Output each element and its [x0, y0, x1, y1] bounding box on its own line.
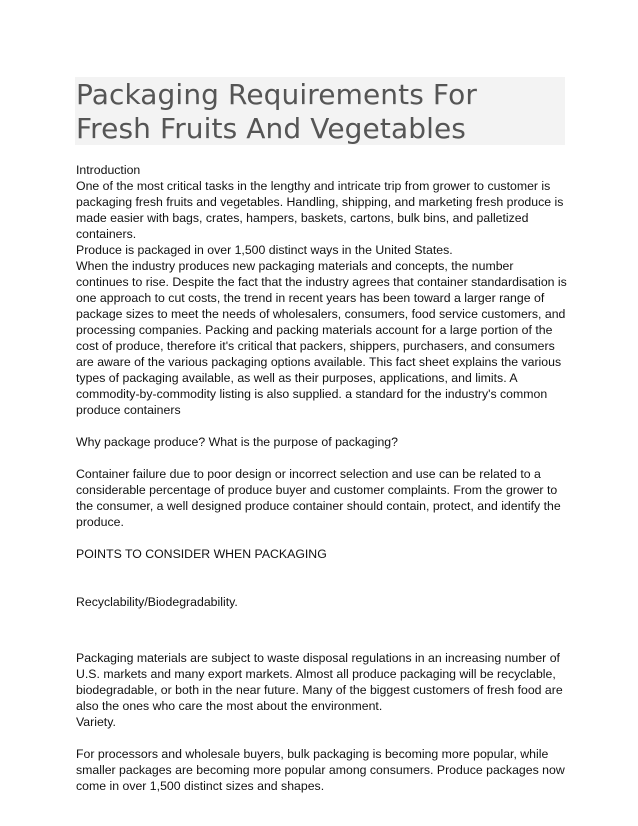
- spacer: [76, 418, 568, 434]
- spacer: [76, 610, 568, 650]
- variety-heading: Variety.: [76, 715, 116, 729]
- variety-paragraph: For processors and wholesale buyers, bulk packaging is becoming more popular, while smaller packages are becoming more popular among consumers. Produce packages now come in over 1,500 distinct sizes and shapes.: [76, 747, 565, 793]
- spacer: [76, 562, 568, 594]
- why-paragraph: Container failure due to poor design or incorrect selection and use can be related to a considerable percentage of produce buyer and customer complaints. From the grower to the consumer, a well designed produce container should contain, protect, and identify the produce.: [76, 467, 561, 529]
- document-body: [76, 162, 568, 794]
- recyclability-paragraph: Packaging materials are subject to waste disposal regulations in an increasing number of U.S. markets and many export markets. Almost all produce packaging will be recyclable, biodegradable, or both in the near future. Many of the biggest customers of fresh food are also the ones who care the most about the environment.: [76, 651, 563, 713]
- title-line-2: Fresh Fruits And Vegetables: [76, 112, 466, 145]
- recyclability-heading: Recyclability/Biodegradability.: [76, 595, 238, 609]
- spacer: [76, 450, 568, 466]
- intro-paragraph-3: When the industry produces new packaging materials and concepts, the number continues to rise. Despite the fact that the industry agrees that container standardisation is one approach to cut costs, the trend in recent years has been toward a larger range of package sizes to meet the needs of wholesalers, consumers, food service customers, and processing companies. Packing and packing materials account for a large portion of the cost of produce, therefore it's critical that packers, shippers, purchasers, and consumers are aware of the various packaging options available. This fact sheet explains the various types of packaging available, as well as their purposes, applications, and limits. A commodity-by-commodity listing is also supplied. a standard for the industry's common produce containers: [76, 259, 567, 417]
- spacer: [76, 730, 568, 746]
- intro-heading: Introduction: [76, 163, 141, 177]
- spacer: [76, 530, 568, 546]
- why-heading: Why package produce? What is the purpose of packaging?: [76, 435, 398, 449]
- document-title: [76, 78, 566, 146]
- title-line-1: Packaging Requirements For: [76, 78, 477, 111]
- intro-paragraph-1: One of the most critical tasks in the lengthy and intricate trip from grower to customer is packaging fresh fruits and vegetables. Handling, shipping, and marketing fresh produce is made easier with bags, crates, hampers, baskets, cartons, bulk bins, and palletized containers.: [76, 179, 564, 241]
- points-heading: POINTS TO CONSIDER WHEN PACKAGING: [76, 547, 327, 561]
- intro-paragraph-2: Produce is packaged in over 1,500 distinct ways in the United States.: [76, 243, 453, 257]
